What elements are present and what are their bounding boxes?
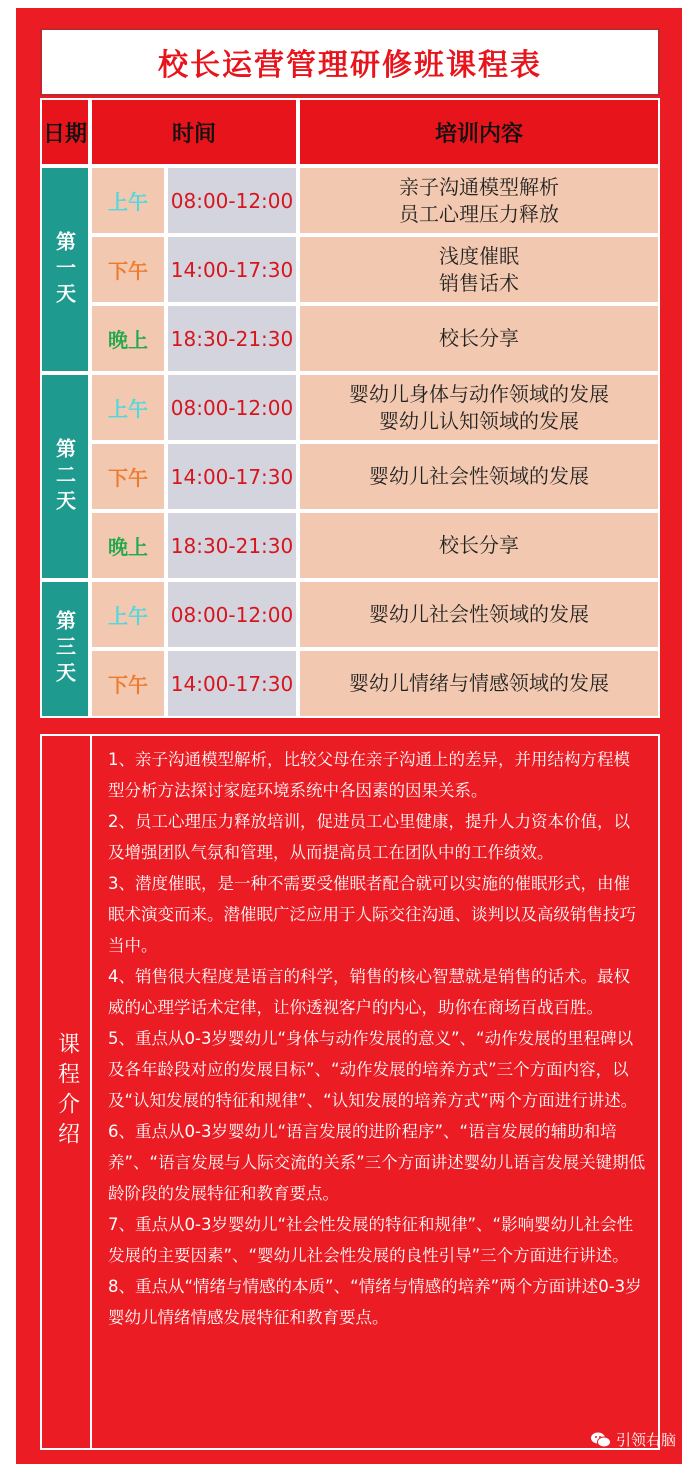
content-line: 校长分享 bbox=[439, 533, 519, 557]
watermark-text: 引领右脑 bbox=[615, 1431, 676, 1449]
header-content: 培训内容 bbox=[298, 98, 660, 166]
session-time: 08:00-12:00 bbox=[166, 373, 298, 442]
intro-paragraph: 8、重点从“情绪与情感的本质”、“情绪与情感的培养”两个方面讲述0-3岁婴幼儿情绪情感发展特征和教育要点。 bbox=[108, 1277, 642, 1327]
intro-paragraph: 2、员工心理压力释放培训，促进员工心里健康，提升人力资本价值，以及增强团队气氛和管理，从而提高员工在团队中的工作绩效。 bbox=[108, 812, 630, 862]
day-label: 第三天 bbox=[40, 580, 90, 718]
session-period: 上午 bbox=[90, 373, 166, 442]
intro-paragraph: 7、重点从0-3岁婴幼儿“社会性发展的特征和规律”、“影响婴幼儿社会性发展的主要因素”、“婴幼儿社会性发展的良性引导”三个方面进行讲述。 bbox=[108, 1215, 634, 1265]
intro-content bbox=[90, 734, 660, 1450]
intro-label-text: 课程介绍 bbox=[54, 1032, 80, 1152]
chat-bubbles-icon bbox=[590, 1431, 612, 1449]
content-line: 婴幼儿认知领域的发展 bbox=[379, 408, 579, 433]
session-time: 14:00-17:30 bbox=[166, 235, 298, 304]
intro-label bbox=[48, 742, 86, 1442]
session-period: 上午 bbox=[90, 580, 166, 649]
session-time: 08:00-12:00 bbox=[166, 580, 298, 649]
schedule-title-box bbox=[40, 28, 660, 96]
content-line: 婴幼儿身体与动作领域的发展 bbox=[349, 381, 609, 406]
day-label: 第二天 bbox=[40, 373, 90, 580]
header-date: 日期 bbox=[40, 98, 90, 166]
session-time: 08:00-12:00 bbox=[166, 166, 298, 235]
session-content bbox=[298, 166, 660, 235]
intro-paragraph: 6、重点从0-3岁婴幼儿“语言发展的进阶程序”、“语言发展的辅助和培养”、“语言发展与人际交流的关系”三个方面讲述婴幼儿语言发展关键期低龄阶段的发展特征和教育要点。 bbox=[108, 1122, 646, 1203]
intro-paragraph: 4、销售很大程度是语言的科学，销售的核心智慧就是销售的话术。最权威的心理学话术定律，让你透视客户的内心，助你在商场百战百胜。 bbox=[108, 967, 630, 1017]
content-line: 校长分享 bbox=[439, 326, 519, 350]
session-period: 下午 bbox=[90, 442, 166, 511]
content-line: 婴幼儿社会性领域的发展 bbox=[369, 602, 589, 626]
watermark bbox=[590, 1429, 676, 1450]
intro-paragraph: 3、潜度催眠，是一种不需要受催眠者配合就可以实施的催眠形式，由催眠术演变而来。潜催眠广泛应用于人际交往沟通、谈判以及高级销售技巧当中。 bbox=[108, 874, 636, 955]
session-content bbox=[298, 235, 660, 304]
intro-paragraph: 5、重点从0-3岁婴幼儿“身体与动作发展的意义”、“动作发展的里程碑以及各年龄段对应的发展目标”、“动作发展的培养方式”三个方面内容，以及“认知发展的特征和规律”、“认知发展的培养方式”两个方面进行讲述。 bbox=[108, 1029, 638, 1110]
session-content bbox=[298, 511, 660, 580]
session-time: 18:30-21:30 bbox=[166, 511, 298, 580]
session-period: 晚上 bbox=[90, 304, 166, 373]
content-line: 员工心理压力释放 bbox=[399, 201, 559, 226]
content-line: 婴幼儿社会性领域的发展 bbox=[369, 464, 589, 488]
session-content bbox=[298, 304, 660, 373]
schedule-title: 校长运营管理研修班课程表 bbox=[158, 48, 542, 83]
session-content bbox=[298, 442, 660, 511]
session-period: 晚上 bbox=[90, 511, 166, 580]
session-content bbox=[298, 649, 660, 718]
session-period: 下午 bbox=[90, 649, 166, 718]
session-period: 下午 bbox=[90, 235, 166, 304]
session-time: 18:30-21:30 bbox=[166, 304, 298, 373]
content-line: 浅度催眠 bbox=[439, 243, 519, 268]
day-label: 第一天 bbox=[40, 166, 90, 373]
content-line: 亲子沟通模型解析 bbox=[399, 174, 559, 199]
session-time: 14:00-17:30 bbox=[166, 442, 298, 511]
intro-paragraph: 1、亲子沟通模型解析，比较父母在亲子沟通上的差异，并用结构方程模型分析方法探讨家庭环境系统中各因素的因果关系。 bbox=[108, 750, 630, 800]
content-line: 销售话术 bbox=[439, 270, 519, 295]
header-time: 时间 bbox=[90, 98, 298, 166]
session-period: 上午 bbox=[90, 166, 166, 235]
session-content bbox=[298, 580, 660, 649]
session-content bbox=[298, 373, 660, 442]
content-line: 婴幼儿情绪与情感领域的发展 bbox=[349, 671, 609, 695]
session-time: 14:00-17:30 bbox=[166, 649, 298, 718]
